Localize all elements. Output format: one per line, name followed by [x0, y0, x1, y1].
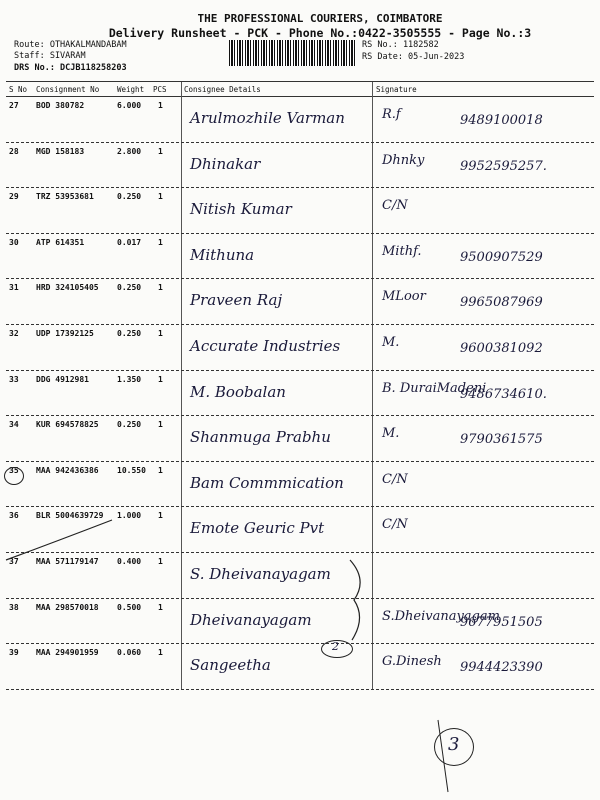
row-weight: 0.400 — [117, 557, 142, 566]
row-phone: 9489100018 — [460, 113, 543, 128]
row-pcs: 1 — [158, 648, 163, 658]
row-consignee: Mithuna — [190, 245, 255, 264]
row-signature: C/N — [382, 198, 408, 214]
row-weight: 0.500 — [117, 602, 142, 612]
row-weight: 10.550 — [117, 465, 146, 475]
row-sno: 36 — [9, 511, 19, 521]
company-title: THE PROFESSIONAL COURIERS, COIMBATORE — [197, 12, 443, 25]
row-consignee: S. Dheivanayagam — [190, 565, 331, 583]
col-header-weight: Weight — [117, 85, 145, 94]
route-label: Route: OTHAKALMANDABAM — [14, 40, 127, 50]
drs-number: DRS No.: DCJB118258203 — [14, 63, 127, 73]
row-sno: 29 — [9, 192, 19, 202]
row-signature: C/N — [382, 471, 408, 487]
bracket-mark — [350, 560, 360, 640]
row-pcs: 1 — [158, 511, 163, 521]
row-weight: 0.250 — [117, 192, 142, 202]
row-phone: 9790361575 — [460, 432, 543, 448]
row-consignee: Emote Geuric Pvt — [190, 519, 325, 538]
row-signature: B. DuraiMadeni — [382, 380, 487, 396]
row-sno: 39 — [9, 648, 19, 658]
row-signature: Dhnky — [382, 152, 425, 168]
row-consignee: Arulmozhile Varman — [190, 109, 345, 127]
row-phone: 9500907529 — [460, 249, 543, 265]
row-pcs: 1 — [158, 557, 163, 566]
row-signature: M. — [382, 335, 400, 350]
row-weight: 0.060 — [117, 648, 142, 658]
row-consignee: Accurate Industries — [190, 337, 341, 355]
row-consignment-no: HRD 324105405 — [36, 283, 99, 293]
row-pcs: 1 — [158, 465, 163, 475]
row-sno: 38 — [9, 602, 19, 612]
row-consignee: Nitish Kumar — [190, 200, 292, 219]
row-consignment-no: MAA 942436386 — [36, 465, 99, 475]
row-consignee: Shanmuga Prabhu — [190, 428, 331, 447]
row-pcs: 1 — [158, 146, 163, 156]
row-consignee: Bam Commmication — [190, 473, 344, 492]
row-signature: G.Dinesh — [382, 654, 442, 670]
page-mark-number: 3 — [448, 734, 460, 755]
row-consignee: Praveen Raj — [190, 291, 283, 310]
row-sno: 28 — [9, 146, 19, 156]
rs-number: RS No.: 1182582 — [362, 40, 439, 50]
row-phone: 9944423390 — [460, 660, 543, 676]
row-consignment-no: BOD 380782 — [36, 101, 85, 110]
row-weight: 0.250 — [117, 420, 142, 430]
row-weight: 2.800 — [117, 146, 142, 156]
row-sno: 35 — [9, 465, 19, 475]
row-weight: 1.000 — [117, 511, 142, 521]
col-header-signature: Signature — [376, 85, 417, 94]
staff-label: Staff: SIVARAM — [14, 51, 86, 61]
row-pcs: 1 — [158, 329, 163, 338]
rs-date: RS Date: 05-Jun-2023 — [362, 52, 465, 62]
row-consignment-no: MAA 298570018 — [36, 602, 99, 612]
row-pcs: 1 — [158, 374, 163, 384]
col-header-pcs: PCS — [153, 85, 167, 94]
row-pcs: 1 — [158, 283, 163, 293]
row-pcs: 1 — [158, 237, 163, 247]
row-consignment-no: DDG 4912981 — [36, 374, 89, 384]
row-consignee: M. Boobalan — [190, 382, 286, 401]
row-pcs: 1 — [158, 602, 163, 612]
row-phone: 9677951505 — [460, 614, 543, 630]
row-weight: 1.350 — [117, 374, 142, 384]
row-consignment-no: MGD 158183 — [36, 146, 85, 156]
row-consignment-no: BLR 5004639729 — [36, 511, 104, 521]
row-weight: 0.017 — [117, 237, 142, 247]
row-pcs: 1 — [158, 192, 163, 202]
row-36-slash-mark — [6, 520, 112, 560]
row-pcs: 1 — [158, 420, 163, 430]
row-sno: 31 — [9, 283, 19, 293]
row-phone: 9965087969 — [460, 295, 543, 311]
row-consignee: Dhinakar — [190, 154, 261, 173]
row-signature: R.f — [382, 107, 401, 122]
bracket-count: 2 — [332, 640, 339, 653]
row-phone: 9486734610. — [460, 386, 547, 402]
row-phone: 9600381092 — [460, 341, 543, 356]
row-sno: 27 — [9, 101, 19, 110]
row-sno: 32 — [9, 329, 19, 338]
row-phone: 9952595257. — [460, 158, 547, 174]
row-signature: C/N — [382, 517, 408, 533]
row-weight: 6.000 — [117, 101, 142, 110]
col-header-consignee: Consignee Details — [184, 85, 261, 94]
row-consignment-no: UDP 17392125 — [36, 329, 94, 338]
row-consignment-no: KUR 694578825 — [36, 420, 99, 430]
col-header-consignment: Consignment No — [36, 85, 100, 94]
row-signature: Mithf. — [382, 243, 422, 259]
row-consignment-no: MAA 571179147 — [36, 557, 99, 566]
row-consignment-no: ATP 614351 — [36, 237, 85, 247]
row-consignment-no: TRZ 53953681 — [36, 192, 94, 202]
row-consignment-no: MAA 294901959 — [36, 648, 99, 658]
row-weight: 0.250 — [117, 329, 142, 338]
row-consignee: Sangeetha — [190, 656, 271, 675]
row-signature: M. — [382, 426, 400, 442]
row-weight: 0.250 — [117, 283, 142, 293]
row-sno: 30 — [9, 237, 19, 247]
runsheet-subtitle: Delivery Runsheet - PCK - Phone No.:0422-3505555 - Page No.:3 — [108, 26, 532, 40]
row-signature: MLoor — [382, 289, 426, 305]
row-pcs: 1 — [158, 101, 163, 110]
row-consignee: Dheivanayagam — [190, 610, 312, 629]
row-sno: 34 — [9, 420, 19, 430]
col-header-sno: S No — [9, 85, 28, 94]
row-signature: S.Dheivanayagam — [382, 608, 500, 624]
row-sno: 37 — [9, 557, 19, 566]
row-sno: 33 — [9, 374, 19, 384]
